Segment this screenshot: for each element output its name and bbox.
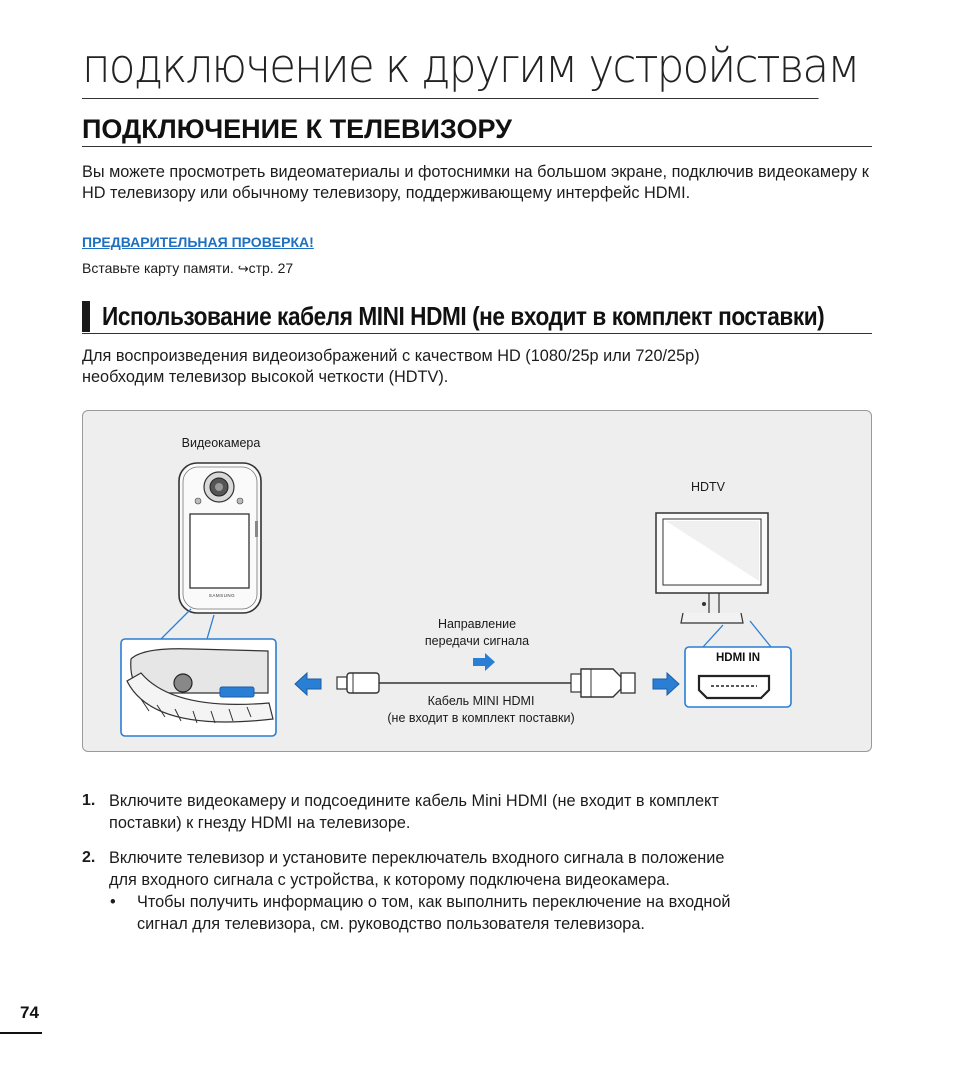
- cable-label: [353, 693, 609, 727]
- step-2-bullet-text: [137, 891, 877, 935]
- subsection-description: [82, 346, 872, 388]
- mini-hdmi-plug-icon: [337, 673, 379, 693]
- camcorder-icon: [179, 463, 261, 613]
- precheck-instruction: Вставьте карту памяти.: [82, 260, 238, 276]
- precheck-label: ПРЕДВАРИТЕЛЬНАЯ ПРОВЕРКА!: [82, 234, 314, 250]
- hdmi-port-icon: [699, 676, 769, 698]
- hdtv-label: HDTV: [690, 480, 726, 494]
- subsection-title: Использование кабеля MINI HDMI (не входит в комплект поставки): [102, 301, 825, 331]
- hdmi-in-label: HDMI IN: [715, 652, 761, 664]
- page-number-rule: [0, 1032, 42, 1034]
- step-1-number: 1.: [82, 792, 96, 809]
- subsection-divider: [82, 333, 872, 334]
- step-1-line2: поставки) к гнезду HDMI на телевизоре.: [109, 814, 411, 832]
- arrow-right-icon: [653, 673, 679, 695]
- chapter-title: подключение к другим устройствам: [82, 36, 819, 99]
- section-title: ПОДКЛЮЧЕНИЕ К ТЕЛЕВИЗОРУ: [82, 112, 872, 147]
- step-2-number: 2.: [82, 849, 96, 866]
- subsection-description-line1: Для воспроизведения видеоизображений с качеством HD (1080/25p или 720/25p): [82, 347, 700, 365]
- step-2-text: [109, 847, 869, 891]
- bullet-icon: •: [110, 893, 116, 911]
- step-1-text: [109, 790, 869, 834]
- brand-text: SAMSUNG: [208, 593, 236, 598]
- connection-diagram: [82, 410, 872, 752]
- signal-label-line1: Направление: [437, 617, 517, 631]
- arrow-left-icon: [295, 673, 321, 695]
- intro-paragraph: Вы можете просмотреть видеоматериалы и фотоснимки на большом экране, подключив видеокамеру к HD телевизору или обычному телевизору, поддерживающему интерфейс HDMI.: [82, 163, 869, 202]
- step-2-line1: Включите телевизор и установите переключатель входного сигнала в положение: [109, 849, 725, 867]
- precheck-page-ref: стр. 27: [248, 260, 294, 276]
- page-number: 74: [20, 1003, 39, 1022]
- step-1-line1: Включите видеокамеру и подсоедините кабель Mini HDMI (не входит в комплект: [109, 792, 719, 810]
- subsection-description-line2: необходим телевизор высокой четкости (HDTV).: [82, 368, 449, 386]
- step-2-line2: для входного сигнала с устройства, к которому подключена видеокамера.: [109, 871, 670, 889]
- bullet-line2: сигнал для телевизора, см. руководство пользователя телевизора.: [137, 915, 645, 933]
- camcorder-label: Видеокамера: [181, 436, 261, 450]
- signal-label-line2: передачи сигнала: [424, 634, 530, 648]
- bullet-line1: Чтобы получить информацию о том, как выполнить переключение на входной: [137, 893, 731, 911]
- hdtv-icon: [656, 513, 768, 623]
- signal-direction-label: [383, 616, 571, 650]
- subsection-marker: [82, 301, 90, 332]
- cable-label-line2: (не входит в комплект поставки): [387, 711, 575, 725]
- cable-label-line1: Кабель MINI HDMI: [427, 694, 535, 708]
- arrow-reference-icon: ↪: [237, 261, 249, 276]
- signal-arrow-icon: [473, 653, 495, 671]
- precheck-text: [82, 260, 293, 277]
